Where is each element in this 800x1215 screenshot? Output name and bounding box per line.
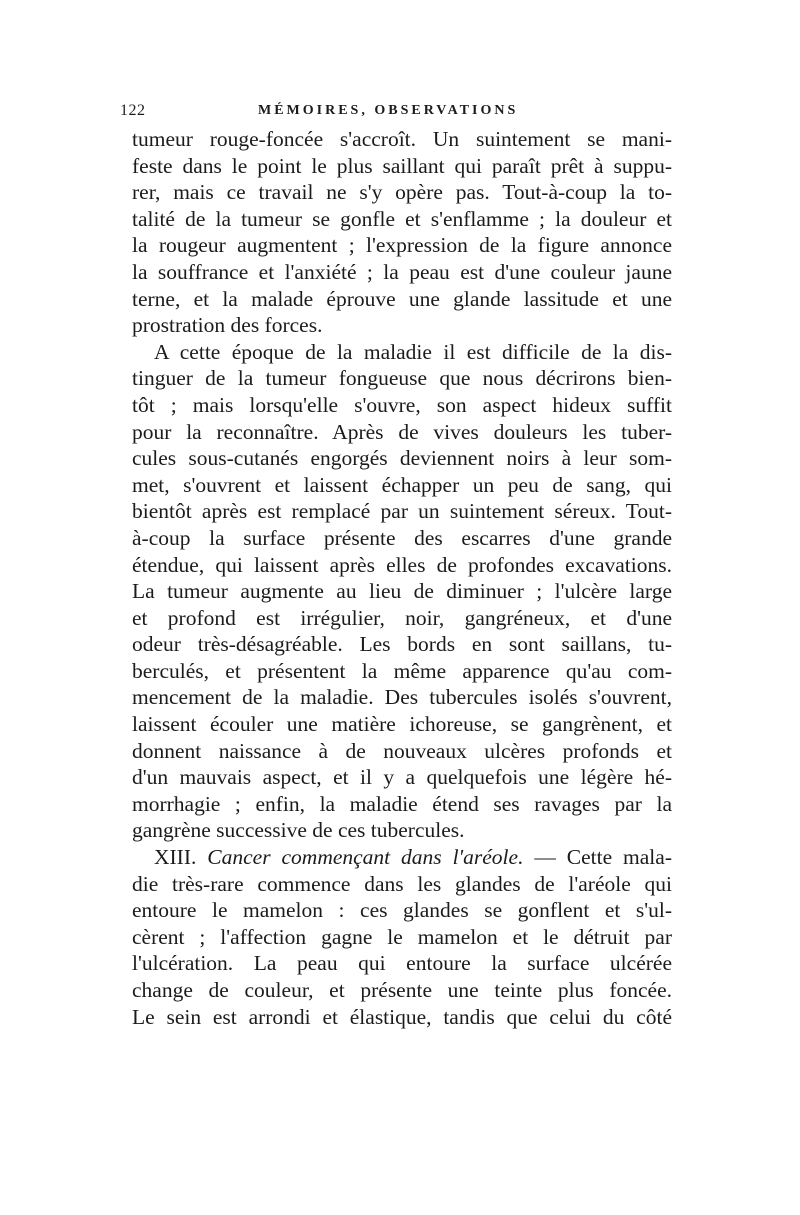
text-line: l'ulcération. La peau qui entoure la surface ulcérée <box>132 951 672 976</box>
text-line: cules sous-cutanés engorgés deviennent noirs à leur som- <box>132 446 672 471</box>
text-line: tôt ; mais lorsqu'elle s'ouvre, son aspect hideux suffit <box>132 392 672 417</box>
text-line: terne, et la malade éprouve une glande lassitude et une <box>132 286 672 311</box>
text-line: talité de la tumeur se gonfle et s'enflamme ; la douleur et <box>132 206 672 231</box>
text-line: étendue, qui laissent après elles de profondes excavations. <box>132 552 672 577</box>
text-line: die très-rare commence dans les glandes de l'aréole qui <box>132 871 672 896</box>
text-line: odeur très-désagréable. Les bords en sont saillans, tu- <box>132 632 672 657</box>
text-line: la rougeur augmentent ; l'expression de la figure annonce <box>132 233 672 258</box>
text-line: berculés, et présentent la même apparence qu'au com- <box>132 658 672 683</box>
text-line: La tumeur augmente au lieu de diminuer ; l'ulcère large <box>132 579 672 604</box>
body-text <box>132 126 672 1030</box>
text-line: rer, mais ce travail ne s'y opère pas. Tout-à-coup la to- <box>132 180 672 205</box>
section-number: XIII. <box>154 845 197 870</box>
text-line: morrhagie ; enfin, la maladie étend ses ravages par la <box>132 791 672 816</box>
text-line: prostration des forces. <box>132 313 323 338</box>
paragraph-start-line: A cette époque de la maladie il est difficile de la dis- <box>154 339 672 364</box>
text-line: donnent naissance à de nouveaux ulcères profonds et <box>132 738 672 763</box>
text-line: cèrent ; l'affection gagne le mamelon et le détruit par <box>132 924 672 949</box>
running-head: MÉMOIRES, OBSERVATIONS <box>258 103 519 118</box>
text-line: feste dans le point le plus saillant qui paraît prêt à suppu- <box>132 153 672 178</box>
text-line: pour la reconnaître. Après de vives douleurs les tuber- <box>132 419 672 444</box>
section-title: Cancer commençant dans l'aréole. <box>207 845 524 870</box>
text-line: bientôt après est remplacé par un suintement séreux. Tout- <box>132 499 672 524</box>
text-line: la souffrance et l'anxiété ; la peau est d'une couleur jaune <box>132 259 672 284</box>
text-line: met, s'ouvrent et laissent échapper un peu de sang, qui <box>132 472 672 497</box>
text-line: laissent écouler une matière ichoreuse, se gangrènent, et <box>132 712 672 737</box>
section-dash-text: — Cette mala- <box>523 845 672 870</box>
text-line: tinguer de la tumeur fongueuse que nous décrirons bien- <box>132 366 672 391</box>
text-line: gangrène successive de ces tubercules. <box>132 818 465 843</box>
section-heading-line <box>132 844 672 871</box>
text-line: mencement de la maladie. Des tubercules isolés s'ouvrent, <box>132 685 672 710</box>
text-line: change de couleur, et présente une teinte plus foncée. <box>132 978 672 1002</box>
page-number: 122 <box>120 102 146 119</box>
text-line: tumeur rouge-foncée s'accroît. Un suintement se mani- <box>132 127 672 151</box>
text-line: d'un mauvais aspect, et il y a quelquefois une légère hé- <box>132 765 672 790</box>
text-line: et profond est irrégulier, noir, gangréneux, et d'une <box>132 605 672 630</box>
page-header <box>120 102 680 124</box>
text-line: à-coup la surface présente des escarres d'une grande <box>132 525 672 550</box>
text-line: entoure le mamelon : ces glandes se gonflent et s'ul- <box>132 898 672 923</box>
text-line: Le sein est arrondi et élastique, tandis que celui du côté <box>132 1004 672 1029</box>
